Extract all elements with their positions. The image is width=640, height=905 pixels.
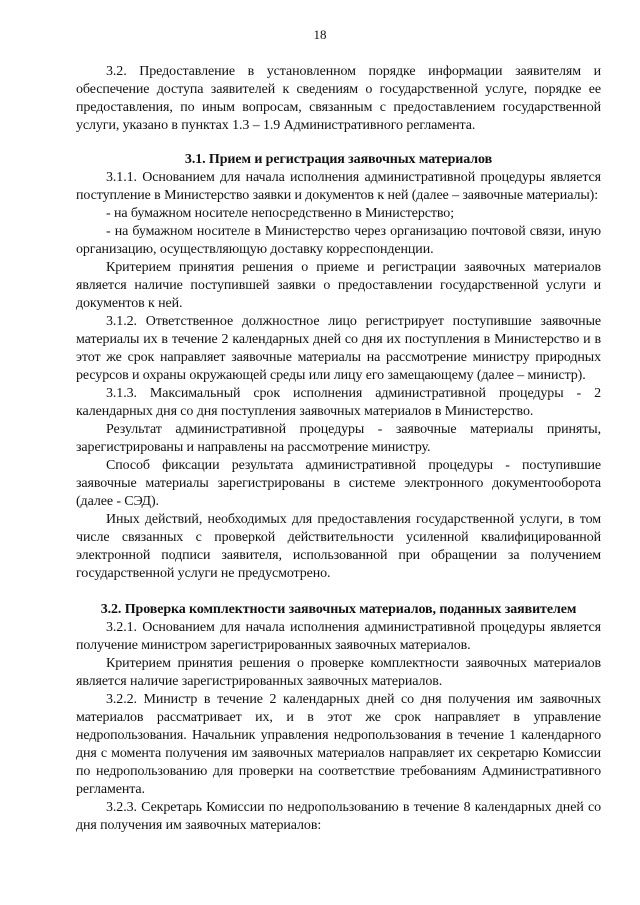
paragraph-criterion-registration: Критерием принятия решения о приеме и регистрации заявочных материалов является наличие поступившей заявки о предоставлении государственной услуги и документов к ней. [76, 260, 601, 311]
paragraph-3-2-intro: 3.2. Предоставление в установленном порядке информации заявителям и обеспечение доступа заявителей к сведениям о государственной услуге, порядке ее предоставления, по иным вопросам, связанным с предоставлением государственной услуги, указано в пунктах 1.3 – 1.9 Административного регламента. [76, 64, 601, 133]
section-heading-3-1: 3.1. Прием и регистрация заявочных материалов [184, 152, 493, 167]
paragraph-3-2-3: 3.2.3. Секретарь Комиссии по недропользованию в течение 8 календарных дней со дня получения им заявочных материалов: [76, 800, 601, 833]
section-heading-3-2: 3.2. Проверка комплектности заявочных материалов, поданных заявителем [100, 602, 577, 617]
document-body [76, 63, 601, 835]
paragraph-fixation: Способ фиксации результата административной процедуры - поступившие заявочные материалы зарегистрированы в системе электронного документооборота (далее - СЭД). [76, 458, 601, 509]
list-item-paper-post: - на бумажном носителе в Министерство через организацию почтовой связи, иную организацию, осуществляющую доставку корреспонденции. [76, 224, 601, 257]
page-number: 18 [313, 27, 327, 42]
paragraph-3-1-3: 3.1.3. Максимальный срок исполнения административной процедуры - 2 календарных дня со дня поступления заявочных материалов в Министерство. [76, 386, 601, 419]
paragraph-3-2-1: 3.2.1. Основанием для начала исполнения административной процедуры является получение министром зарегистрированных заявочных материалов. [76, 620, 601, 653]
list-item-paper-direct: - на бумажном носителе непосредственно в Министерство; [106, 206, 454, 221]
paragraph-3-1-1: 3.1.1. Основанием для начала исполнения административной процедуры является поступление в Министерство заявки и документов к ней (далее – заявочные материалы): [76, 170, 601, 203]
paragraph-other-actions: Иных действий, необходимых для предоставления государственной услуги, в том числе связанных с проверкой действительности усиленной квалифицированной электронной подписи заявителя, использованной при обращении за получением государственной услуги не предусмотрено. [76, 512, 601, 581]
paragraph-criterion-completeness: Критерием принятия решения о проверке комплектности заявочных материалов является наличие зарегистрированных заявочных материалов. [76, 656, 601, 689]
spacer [76, 583, 601, 601]
spacer [76, 135, 601, 151]
paragraph-result: Результат административной процедуры - заявочные материалы приняты, зарегистрированы и направлены на рассмотрение министру. [76, 422, 601, 455]
paragraph-3-2-2: 3.2.2. Министр в течение 2 календарных дней со дня получения им заявочных материалов рассматривает их, и в этот же срок направляет в управление недропользования. Начальник управления недропользования в течение 1 календарного дня с момента получения им заявочных материалов направляет их секретарю Комиссии по недропользованию для проверки на соответствие требованиям Административного регламента. [76, 692, 601, 797]
paragraph-3-1-2: 3.1.2. Ответственное должностное лицо регистрирует поступившие заявочные материалы их в течение 2 календарных дней со дня их поступления в Министерство и в этот же срок направляет заявочные материалы на рассмотрение министру природных ресурсов и охраны окружающей среды или лицу его замещающему (далее – министр). [76, 314, 601, 383]
